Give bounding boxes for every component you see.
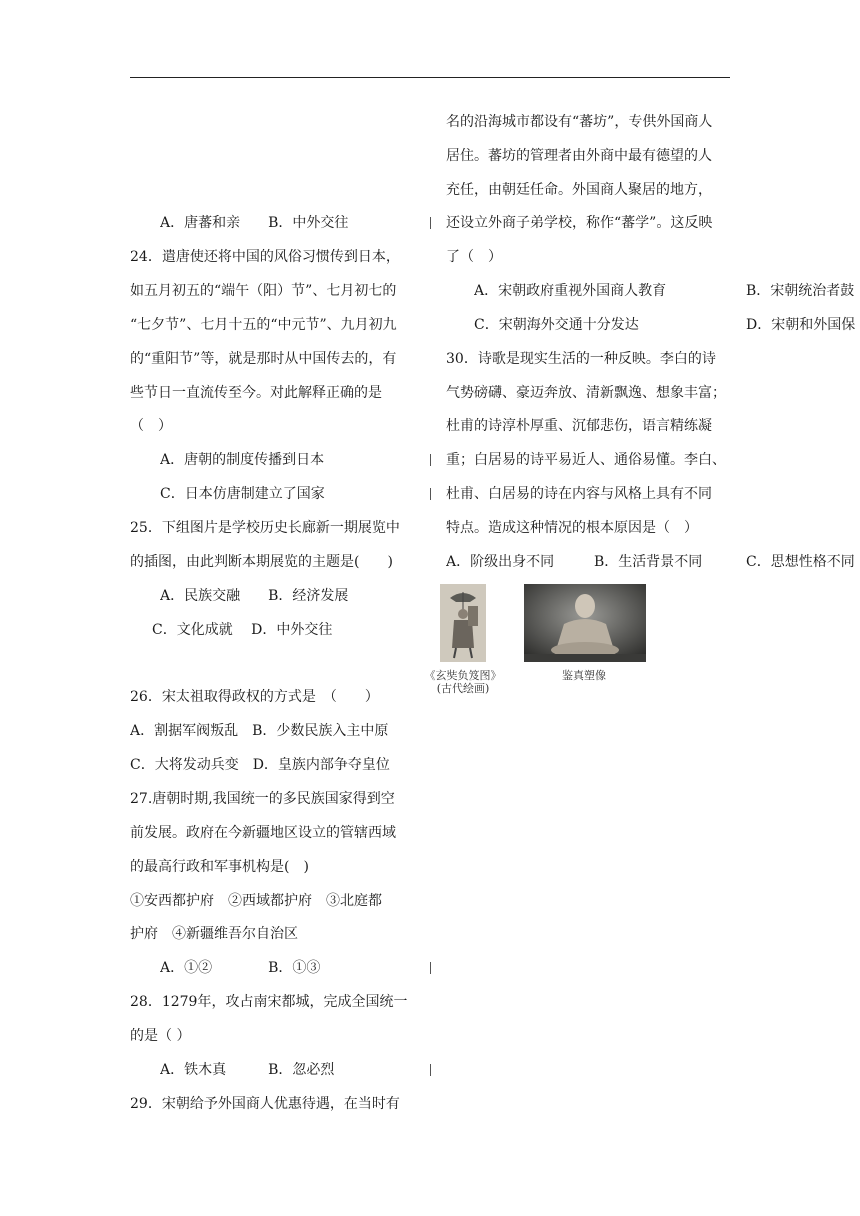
jianzhen-caption: 鉴真塑像: [562, 669, 606, 682]
q30-stem-line3: 杜甫的诗淳朴厚重、沉郁悲伤，语言精练凝: [446, 418, 712, 434]
q26-options-ab: A．割据军阀叛乱 B．少数民族入主中原: [130, 723, 389, 739]
q30-option-a: A．阶级出身不同: [446, 554, 555, 570]
clipped-option-mark: [430, 454, 435, 466]
q27-options: A．①② B．①③: [160, 960, 321, 976]
xuanzang-painting-image: [440, 584, 486, 662]
clipped-option-mark: [430, 1064, 435, 1076]
xuanzang-caption: 《玄奘负笈图》 (古代绘画): [424, 669, 502, 695]
q30-stem-line1: 30．诗歌是现实生活的一种反映。李白的诗: [446, 351, 716, 367]
clipped-option-mark: [430, 217, 435, 229]
q30-stem-line4: 重；白居易的诗平易近人、通俗易懂。李白、: [446, 452, 726, 468]
q29-option-d: D．宋朝和外国保: [746, 317, 856, 333]
jianzhen-statue-image: [524, 584, 646, 662]
q24-stem-line3: “七夕节”、七月十五的“中元节”、九月初九: [130, 317, 397, 333]
q25-options-cd: C．文化成就 D．中外交往: [152, 622, 333, 638]
q29-stem-line6: 了（ ）: [446, 249, 502, 265]
clipped-option-mark: [430, 488, 435, 500]
q29-stem-line4: 充任，由朝廷任命。外国商人聚居的地方，: [446, 182, 712, 198]
q30-stem-line5: 杜甫、白居易的诗在内容与风格上具有不同: [446, 486, 712, 502]
q23-options: A．唐蕃和亲 B．中外交往: [160, 215, 349, 231]
q24-stem-line1: 24．遣唐使还将中国的风俗习惯传到日本，: [130, 249, 400, 265]
q25-stem-line2: 的插图，由此判断本期展览的主题是( ): [130, 554, 393, 570]
q24-stem-line4: 的“重阳节”等，就是那时从中国传去的，有: [130, 351, 397, 367]
q29-option-c: C．宋朝海外交通十分发达: [474, 317, 639, 333]
q27-items-line1: ①安西都护府 ②西域都护府 ③北庭都: [130, 893, 382, 909]
q29-stem-line2: 名的沿海城市都设有“蕃坊”，专供外国商人: [446, 114, 713, 130]
q27-items-line2: 护府 ④新疆维吾尔自治区: [130, 926, 298, 942]
q24-option-c: C．日本仿唐制建立了国家: [160, 486, 325, 502]
q29-option-a: A．宋朝政府重视外国商人教育: [474, 283, 667, 299]
q29-option-b: B．宋朝统治者鼓: [746, 283, 855, 299]
q29-stem-line3: 居住。蕃坊的管理者由外商中最有德望的人: [446, 148, 712, 164]
q28-stem-line2: 的是（ ）: [130, 1028, 191, 1044]
q25-options-ab: A．民族交融 B．经济发展: [160, 588, 349, 604]
q30-stem-line6: 特点。造成这种情况的根本原因是（ ）: [446, 520, 698, 536]
q24-answer-paren: （ ）: [130, 418, 172, 434]
q27-stem-line2: 前发展。政府在今新疆地区设立的管辖西域: [130, 825, 396, 841]
q28-stem-line1: 28．1279年，攻占南宋都城，完成全国统一: [130, 994, 408, 1010]
q27-stem-line1: 27.唐朝时期,我国统一的多民族国家得到空: [130, 791, 395, 807]
header-rule: [130, 77, 730, 78]
q27-stem-line3: 的最高行政和军事机构是( ): [130, 859, 309, 875]
q29-stem-line1: 29．宋朝给予外国商人优惠待遇，在当时有: [130, 1096, 400, 1112]
q30-stem-line2: 气势磅礴、豪迈奔放、清新飘逸、想象丰富；: [446, 385, 726, 401]
q25-stem-line1: 25．下组图片是学校历史长廊新一期展览中: [130, 520, 400, 536]
q26-options-cd: C．大将发动兵变 D．皇族内部争夺皇位: [130, 757, 390, 773]
q29-stem-line5: 还设立外商子弟学校，称作“蕃学”。这反映: [446, 215, 713, 231]
q24-option-a: A．唐朝的制度传播到日本: [160, 452, 325, 468]
q26-stem: 26．宋太祖取得政权的方式是 （ ）: [130, 689, 379, 705]
q30-option-c: C．思想性格不同: [746, 554, 855, 570]
clipped-option-mark: [430, 962, 435, 974]
q24-stem-line5: 些节日一直流传至今。对此解释正确的是: [130, 385, 382, 401]
q24-stem-line2: 如五月初五的“端午（阳）节”、七月初七的: [130, 283, 397, 299]
q28-options: A．铁木真 B．忽必烈: [160, 1062, 335, 1078]
q30-option-b: B．生活背景不同: [594, 554, 703, 570]
